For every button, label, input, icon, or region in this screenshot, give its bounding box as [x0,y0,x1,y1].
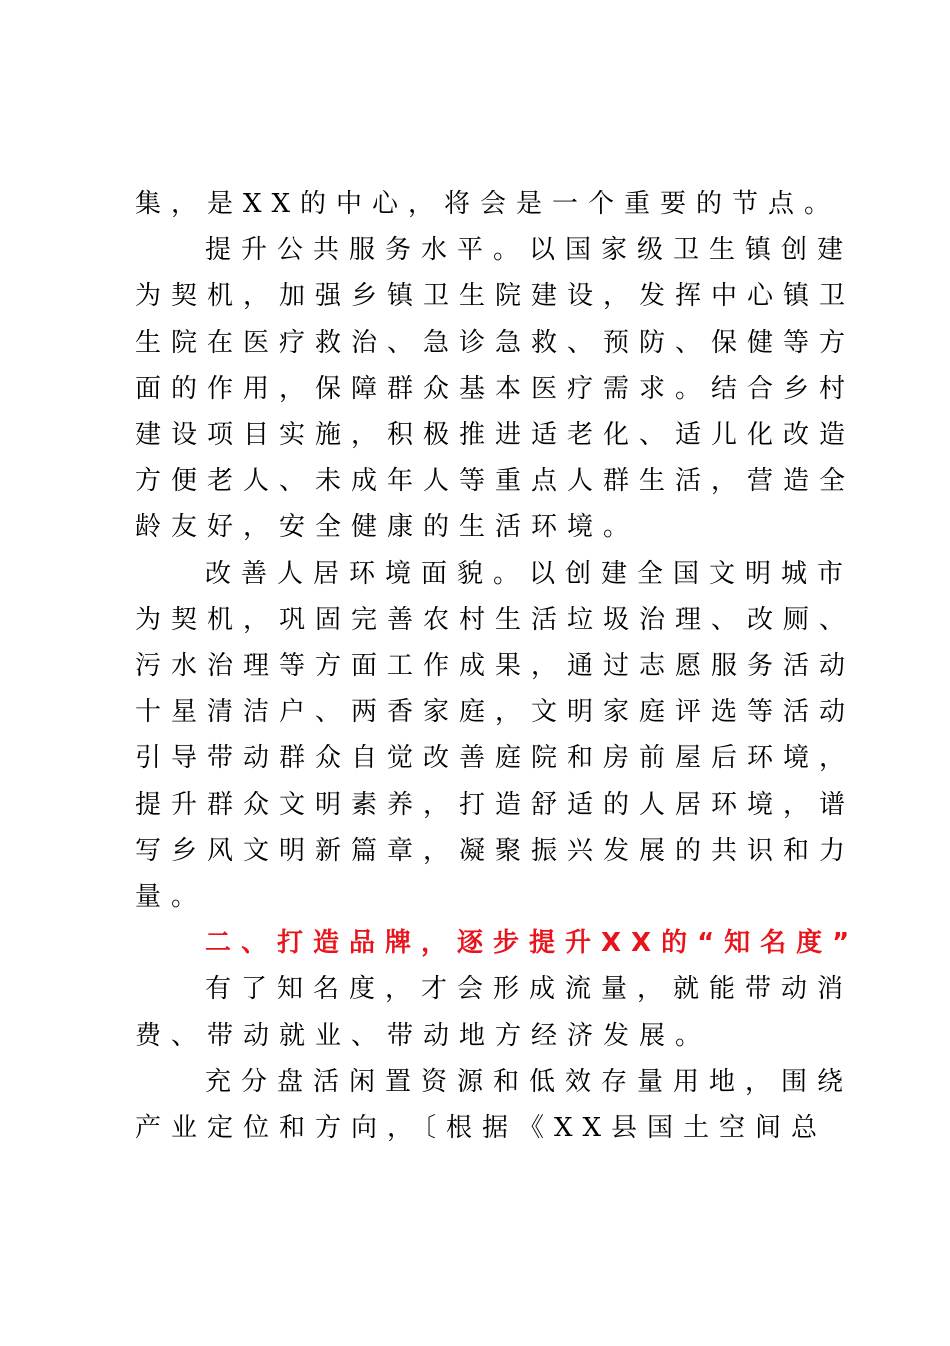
section-heading: 二、打造品牌，逐步提升XX的“知名度” [205,928,860,958]
text-line-15: 写乡风文明新篇章，凝聚振兴发展的共识和力 [135,836,856,866]
text-line-7: 方便老人、未成年人等重点人群生活，营造全 [135,466,856,496]
text-line-4: 生院在医疗救治、急诊急救、预防、保健等方 [135,328,856,358]
paragraph-1-heading-line: 提升公共服务水平。以国家级卫生镇创建 [205,235,854,265]
text-line-20: 充分盘活闲置资源和低效存量用地，围绕 [205,1067,854,1097]
text-line-19: 费、带动就业、带动地方经济发展。 [135,1021,712,1051]
text-line-11: 污水治理等方面工作成果，通过志愿服务活动 [135,651,856,681]
text-line-10: 为契机，巩固完善农村生活垃圾治理、改厕、 [135,605,856,635]
text-line-16: 量。 [135,882,208,912]
text-line-6: 建设项目实施，积极推进适老化、适儿化改造 [135,420,856,450]
text-line-14: 提升群众文明素养，打造舒适的人居环境，谱 [135,790,856,820]
text-line-13: 引导带动群众自觉改善庭院和房前屋后环境， [135,743,856,773]
text-line-8: 龄友好，安全健康的生活环境。 [135,512,640,542]
text-line-5: 面的作用，保障群众基本医疗需求。结合乡村 [135,374,856,404]
text-line-12: 十星清洁户、两香家庭，文明家庭评选等活动 [135,697,856,727]
paragraph-2-heading-line: 改善人居环境面貌。以创建全国文明城市 [205,559,854,589]
text-line-18: 有了知名度，才会形成流量，就能带动消 [205,974,854,1004]
text-line-1: 集，是XX的中心，将会是一个重要的节点。 [135,189,841,219]
text-line-21: 产业定位和方向，〔根据《XX县国土空间总 [135,1113,828,1143]
text-line-3: 为契机，加强乡镇卫生院建设，发挥中心镇卫 [135,281,856,311]
